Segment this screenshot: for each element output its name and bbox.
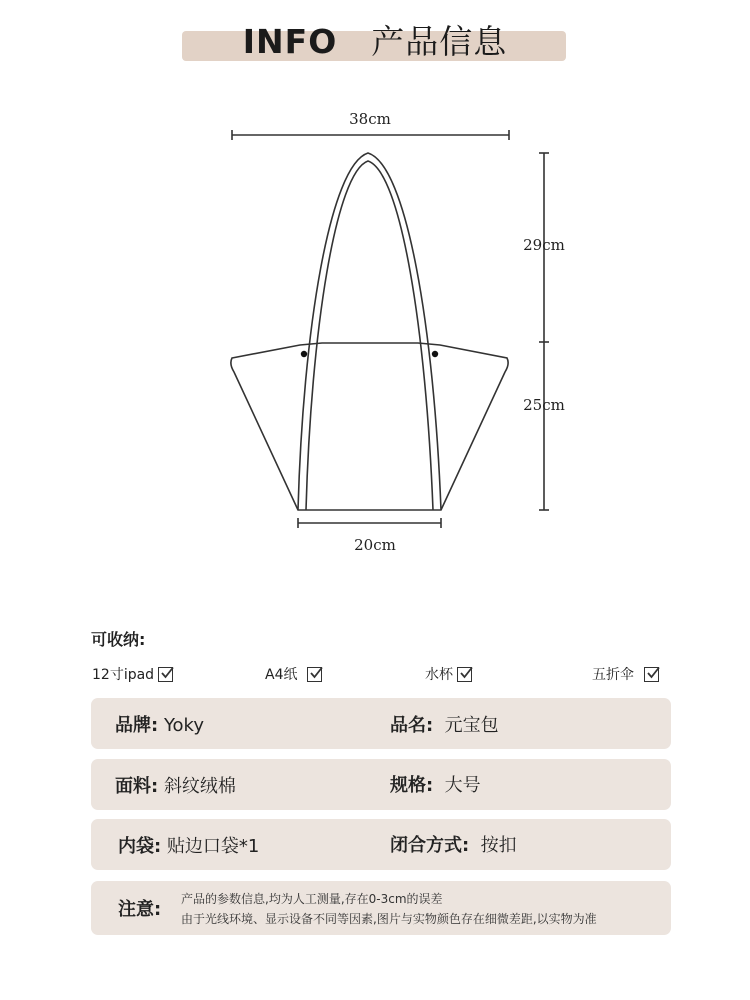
fit-item-label: 12寸ipad	[92, 667, 155, 683]
checkbox-checked-icon	[644, 667, 659, 682]
pocket-label: 内袋:	[118, 836, 162, 857]
name-row	[390, 711, 499, 737]
size-label: 规格:	[390, 775, 434, 796]
strap-height-label: 29cm	[523, 236, 565, 254]
closure-row	[390, 831, 517, 857]
fit-item-label: A4纸	[265, 667, 298, 683]
material-value: 斜纹绒棉	[163, 776, 236, 797]
bag-strap-inner	[306, 161, 433, 510]
fit-item-label: 水杯	[425, 667, 453, 683]
title-en: INFO	[242, 22, 338, 61]
fit-item-a4	[265, 664, 322, 684]
material-label: 面料:	[115, 776, 159, 797]
snap-button-left	[301, 351, 307, 357]
checkbox-checked-icon	[457, 667, 472, 682]
width-bottom-label: 20cm	[354, 536, 396, 554]
snap-button-right	[432, 351, 438, 357]
note-card	[91, 881, 671, 935]
closure-label: 闭合方式:	[390, 835, 470, 856]
spec-card-material	[91, 759, 671, 810]
note-label: 注意:	[118, 899, 162, 920]
pocket-row	[118, 832, 259, 858]
brand-row	[115, 711, 204, 737]
checkbox-checked-icon	[307, 667, 322, 682]
name-label: 品名:	[390, 715, 434, 736]
fit-item-ipad	[92, 664, 173, 684]
size-row	[390, 771, 481, 797]
bag-body	[231, 343, 508, 510]
name-value: 元宝包	[444, 715, 499, 736]
bag-dimension-diagram	[0, 90, 750, 570]
checkbox-checked-icon	[158, 667, 173, 682]
brand-value: Yoky	[163, 715, 204, 736]
spec-card-brand	[91, 698, 671, 749]
fit-item-label: 五折伞	[592, 667, 634, 683]
brand-label: 品牌:	[115, 715, 159, 736]
spec-card-pocket	[91, 819, 671, 870]
closure-value: 按扣	[480, 835, 517, 856]
size-value: 大号	[444, 775, 481, 796]
note-line-2: 由于光线环境、显示设备不同等因素,图片与实物颜色存在细微差距,以实物为准	[181, 912, 597, 926]
page-title	[0, 16, 750, 63]
width-top-label: 38cm	[349, 110, 391, 128]
note-line-1: 产品的参数信息,均为人工测量,存在0-3cm的误差	[181, 892, 443, 906]
fit-item-cup	[425, 664, 472, 684]
fits-title: 可收纳:	[91, 630, 146, 649]
fit-item-umbrella	[592, 664, 659, 684]
bag-height-label: 25cm	[523, 396, 565, 414]
title-cn: 产品信息	[371, 22, 508, 61]
pocket-value: 贴边口袋*1	[166, 836, 260, 857]
material-row	[115, 772, 236, 798]
